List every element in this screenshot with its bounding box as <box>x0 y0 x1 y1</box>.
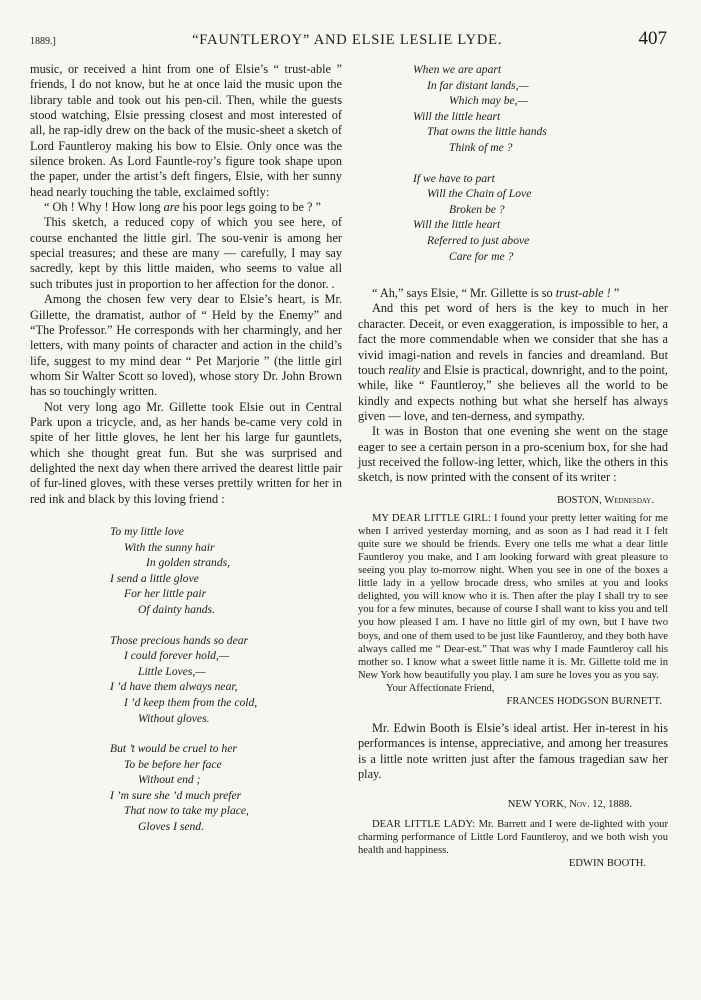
poem-line: In far distant lands,— <box>427 78 529 92</box>
letter-burnett <box>358 494 668 709</box>
letter-body: DEAR LITTLE LADY: Mr. Barrett and I were de-lighted with your charming performance of Little Lord Fauntleroy, and we both wish you health and happiness. <box>358 818 668 856</box>
letter-body: MY DEAR LITTLE GIRL: I found your pretty letter waiting for me when I arrived yesterday morning, and as soon as I had read it I felt quite sure we should be friends. Every one tells me what a dear little Fauntleroy you make, and I am looking forward with great pleasure to seeing you play to-morrow night. When you see in one of the boxes a little lady in a yellow brocade dress, who smiles at you and looks delighted, you will know who it is. Then after the play I shall try to see you for a few minutes, because of course I shall want to kiss you and tell you how pleased I am. I have no little girl of my own, but I have two boys, and one of them used to be just like Fauntleroy, and they both have always called me “ Dear-est.” That was why I made Fauntleroy call his mother so. I know what a sweet little name it is. Mr. Gillette told me in New York how beautifully you play. I am sure he loves you as you say. <box>358 512 668 681</box>
paragraph-sketch: This sketch, a reduced copy of which you see here, of course enchanted the little girl. The sou-venir is among her special treasures; and these are many — carefully, I may say sacredly, kept by this little maiden, who seems to value all such tributes just in proportion to her affection for the donor. . <box>30 215 342 291</box>
poem-line: I ’m sure she ’d much prefer <box>110 788 242 802</box>
poem-line: I send a little glove <box>110 571 199 585</box>
poem-stanza <box>110 633 342 727</box>
poem-line: Will the Chain of Love <box>427 187 532 201</box>
letter-salutation: DEAR LITTLE LADY: <box>372 818 476 830</box>
poem-line: Little Loves,— <box>138 664 206 678</box>
poem-stanza <box>110 741 342 835</box>
right-column <box>358 62 668 870</box>
poem-line: I ’d have them always near, <box>110 680 238 694</box>
paragraph-exclamation: “ Oh ! Why ! How long are his poor legs going to be ? ” <box>44 200 321 215</box>
poem-line: Referred to just above <box>427 233 530 247</box>
poem-line: But ’t would be cruel to her <box>110 742 237 756</box>
paragraph-music: music, or received a hint from one of Elsie’s “ trust-able ” friends, I do not know, but he at once laid the music upon the library table and took out his pen-cil. Then, while the guests stood watching, Elsie pressing closest and most interested of all, he rap-idly drew on the back of the music-sheet a sketch of Lord Fauntleroy making his bow to Elsie. Only once was the silence broken. As Lord Fauntle-roy’s figure took shape upon the paper, under the artist’s deft fingers, Elsie, with her sunny head nearly touching the table, exclaimed softly: <box>30 62 342 199</box>
poem-line: Will the little heart <box>413 218 501 232</box>
letter-signature: FRANCES HODGSON BURNETT. <box>506 696 662 707</box>
page-number: 407 <box>638 28 667 49</box>
letter-signature: EDWIN BOOTH. <box>568 857 646 869</box>
paragraph-trustable: “ Ah,” says Elsie, “ Mr. Gillette is so trust-able ! ” <box>372 286 620 301</box>
poem-line: To be before her face <box>124 757 222 771</box>
poem-stanza <box>413 62 668 156</box>
poem-line: With the sunny hair <box>124 540 215 554</box>
poem-line: Without gloves. <box>138 711 210 725</box>
header-title: “FAUNTLEROY” AND ELSIE LESLIE LYDE. <box>192 32 503 48</box>
poem-line: I could forever hold,— <box>124 649 230 663</box>
poem-line: Broken be ? <box>449 202 505 216</box>
paragraph-pet-word: And this pet word of hers is the key to much in her character. Deceit, or even exaggeration, is impossible to her, a fact the more commendable when we consider that she has a vivid imagi-nation and revels in fancies and dreamland. But touch reality and Elsie is practical, downright, and to the point, while, like “ Fauntleroy,” she believes all the world to be kindly and expects nothing but what she herself has always given — love, and ten-derness, and sympathy. <box>358 301 668 423</box>
paragraph-gillette: Among the chosen few very dear to Elsie’s heart, is Mr. Gillette, the dramatist, author of “ Held by the Enemy” and “The Professor.” He corresponds with her charmingly, and her letters, with many points of character and action in the child’s life, suggest to my mind dear “ Pet Marjorie ” (the little girl whom Sir Walter Scott so loved), whose story Dr. John Brown has so touchingly written. <box>30 292 342 399</box>
letter-booth <box>358 798 668 869</box>
poem-line: That now to take my place, <box>124 804 249 818</box>
poem-line: Think of me ? <box>449 140 513 154</box>
poem-stanza <box>110 524 342 618</box>
poem-line: Without end ; <box>138 773 201 787</box>
running-header <box>30 28 667 56</box>
poem-line: For her little pair <box>124 587 207 601</box>
letter-closing: Your Affectionate Friend, <box>386 682 495 694</box>
poem-continued <box>413 62 668 264</box>
poem-line: To my little love <box>110 524 184 538</box>
poem-line: That owns the little hands <box>427 125 547 139</box>
letter-salutation: MY DEAR LITTLE GIRL: <box>372 512 491 524</box>
header-year: 1889.] <box>30 36 56 47</box>
poem-gloves <box>110 524 342 835</box>
left-column <box>30 62 342 850</box>
paragraph-tricycle: Not very long ago Mr. Gillette took Elsie out in Central Park upon a tricycle, and, as her hands be-came very cold in spite of her little gloves, he lent her his large fur gauntlets, which she thought great fun. But she was surprised and delighted the next day when there arrived the dearest little pair of fur-lined gloves, with these verses prettily written for her in red ink and black by this loving friend : <box>30 399 342 506</box>
poem-line: Those precious hands so dear <box>110 633 249 647</box>
poem-line: Of dainty hands. <box>138 602 215 616</box>
letter-dateline: NEW YORK, Nov. 12, 1888. <box>507 799 632 811</box>
paragraph-booth: Mr. Edwin Booth is Elsie’s ideal artist. Her in-terest in his performances is intense, appreciative, and among her treasures is a little note written just after the famous tragedian saw her play. <box>358 721 668 782</box>
poem-line: I ’d keep them from the cold, <box>124 695 258 709</box>
paragraph-boston: It was in Boston that one evening she went on the stage eager to see a certain person in a pro-scenium box, for she had just received the follow-ing letter, which, like the others in this sketch, is now printed with the consent of its writer : <box>358 424 668 485</box>
poem-line: Will the little heart <box>413 109 501 123</box>
poem-line: Gloves I send. <box>138 820 205 834</box>
poem-line: If we have to part <box>413 171 495 185</box>
poem-line: When we are apart <box>413 63 502 76</box>
poem-line: Which may be,— <box>449 94 528 108</box>
poem-line: Care for me ? <box>449 249 514 263</box>
poem-line: In golden strands, <box>146 556 231 570</box>
poem-stanza <box>413 171 668 265</box>
letter-dateline: BOSTON, Wednesday. <box>556 494 654 506</box>
